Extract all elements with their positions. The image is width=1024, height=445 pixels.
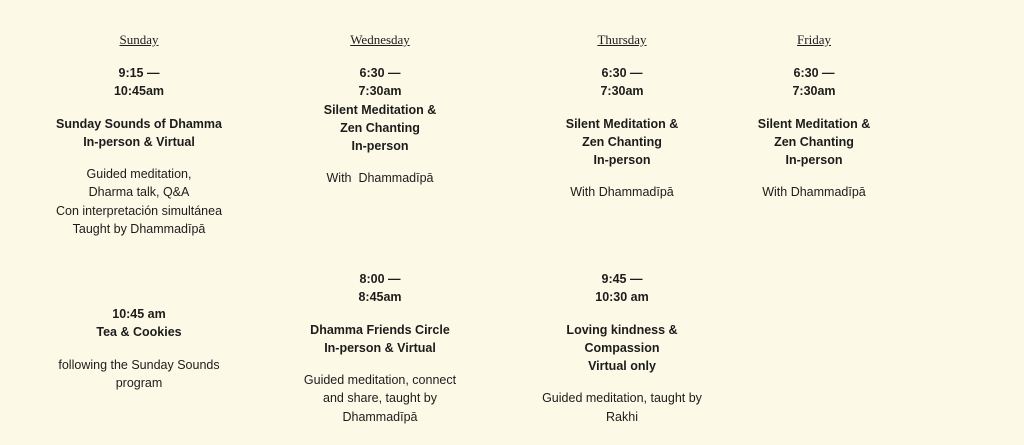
session-format: In-person & Virtual [83,134,195,149]
day-heading-sunday: Sunday [119,32,159,47]
session-time: 9:15 — [118,66,160,80]
session-title: Dhamma Friends Circle [310,322,450,337]
session-time: 6:30 — [793,66,835,80]
session-title: Zen Chanting [582,134,662,149]
session-description: following the Sunday Sounds [58,357,220,372]
session-title: Tea & Cookies [96,325,182,340]
session-description: Guided meditation, [86,167,192,182]
session-title: Zen Chanting [340,120,420,135]
session-format: In-person [351,139,409,154]
session-time: 6:30 — [601,66,643,80]
session-time: 7:30am [792,84,836,99]
session-time: 10:45 am [112,307,166,321]
session-teacher: With Dhammadīpā [570,185,674,200]
session-title: Zen Chanting [774,134,854,149]
session-description: Dharma talk, Q&A [88,185,190,200]
session-time: 10:30 am [595,290,649,305]
session-thursday-1 [566,64,679,202]
session-time: 7:30am [600,84,644,99]
session-description: and share, taught by [323,391,437,406]
session-time: 6:30 — [359,66,401,80]
session-wednesday-2 [304,270,456,426]
session-wednesday-1 [324,64,437,188]
session-sunday-1 [56,64,222,238]
session-time: 7:30am [358,84,402,99]
session-description: program [115,375,163,390]
session-teacher: Rakhi [606,409,638,424]
session-title: Loving kindness & [566,322,678,337]
session-format: In-person [785,153,843,168]
day-heading-friday: Friday [797,32,831,47]
day-heading-wednesday: Wednesday [350,32,410,47]
session-description: Guided meditation, taught by [542,391,702,406]
session-title: Compassion [584,340,660,355]
session-teacher: With Dhammadīpā [326,171,434,186]
session-title: Silent Meditation & [757,116,871,131]
session-format: In-person & Virtual [324,340,436,355]
session-time: 10:45am [113,84,165,99]
session-title: Sunday Sounds of Dhamma [55,116,222,131]
session-friday-1 [758,64,871,202]
session-teacher: Taught by Dhammadīpā [72,222,206,237]
session-time: 9:45 — [601,272,643,286]
session-sunday-2 [58,305,219,392]
session-format: Virtual only [588,359,656,374]
session-title: Silent Meditation & [565,116,679,131]
session-teacher: With Dhammadīpā [762,185,866,200]
session-title: Silent Meditation & [323,102,437,117]
session-description: Guided meditation, connect [303,373,457,388]
session-time: 8:00 — [359,272,401,286]
session-format: In-person [593,153,651,168]
session-description: Con interpretación simultánea [55,203,223,218]
session-thursday-2 [542,270,702,426]
session-teacher: Dhammadīpā [342,409,418,424]
day-heading-thursday: Thursday [597,32,647,47]
session-time: 8:45am [358,290,402,305]
